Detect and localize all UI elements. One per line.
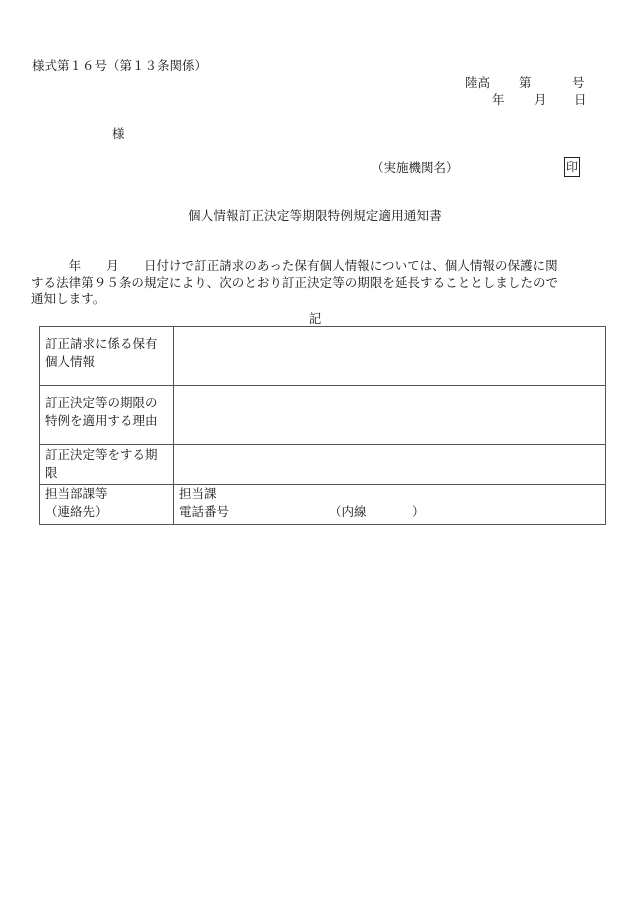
contact-label-cell [40, 485, 174, 524]
date-day: 日 [574, 92, 587, 107]
row-label: 訂正決定等の期限の特例を適用する理由 [40, 386, 174, 445]
ki-heading: 記 [308, 311, 322, 326]
row-value [174, 327, 606, 386]
contact-label-sub: （連絡先） [45, 504, 108, 520]
row-label: 訂正請求に係る保有個人情報 [40, 327, 174, 386]
details-table [39, 326, 606, 525]
notice-body [31, 258, 609, 308]
table-row [40, 386, 606, 445]
phone-line [179, 503, 600, 521]
table-row-contact [40, 485, 606, 524]
notice-body-line: する法律第９５条の規定により、次のとおり訂正決定等の期限を延長することとしましたので [31, 274, 559, 290]
form-number: 様式第１６号（第１３条関係） [32, 58, 208, 73]
addressee: 様 [112, 126, 125, 141]
agency-name: （実施機関名） [371, 160, 459, 175]
division-label: 担当課 [179, 486, 217, 502]
row-value [174, 386, 606, 445]
contact-label: 担当部課等 [45, 486, 108, 502]
phone-label: 電話番号 [179, 504, 230, 520]
seal-stamp: 印 [564, 157, 580, 177]
extension-close: ） [412, 504, 425, 520]
document-number [462, 75, 592, 91]
date-month: 月 [534, 92, 547, 107]
document-number-dai: 第 [519, 75, 532, 90]
extension-label: （内線 [329, 504, 367, 520]
row-value [174, 445, 606, 485]
row-label: 訂正決定等をする期限 [40, 445, 174, 485]
contact-value-cell [174, 485, 606, 524]
document-title: 個人情報訂正決定等期限特例規定適用通知書 [187, 208, 442, 223]
document-number-prefix: 陸高 [465, 75, 491, 90]
notice-body-line: 年 月 日付けで訂正請求のあった保有個人情報については、個人情報の保護に関 [31, 258, 558, 273]
issue-date [462, 92, 592, 108]
table-row [40, 445, 606, 485]
table-row [40, 327, 606, 386]
notice-body-line: 通知します。 [31, 291, 106, 307]
date-year: 年 [492, 92, 505, 107]
document-number-go: 号 [572, 75, 585, 90]
